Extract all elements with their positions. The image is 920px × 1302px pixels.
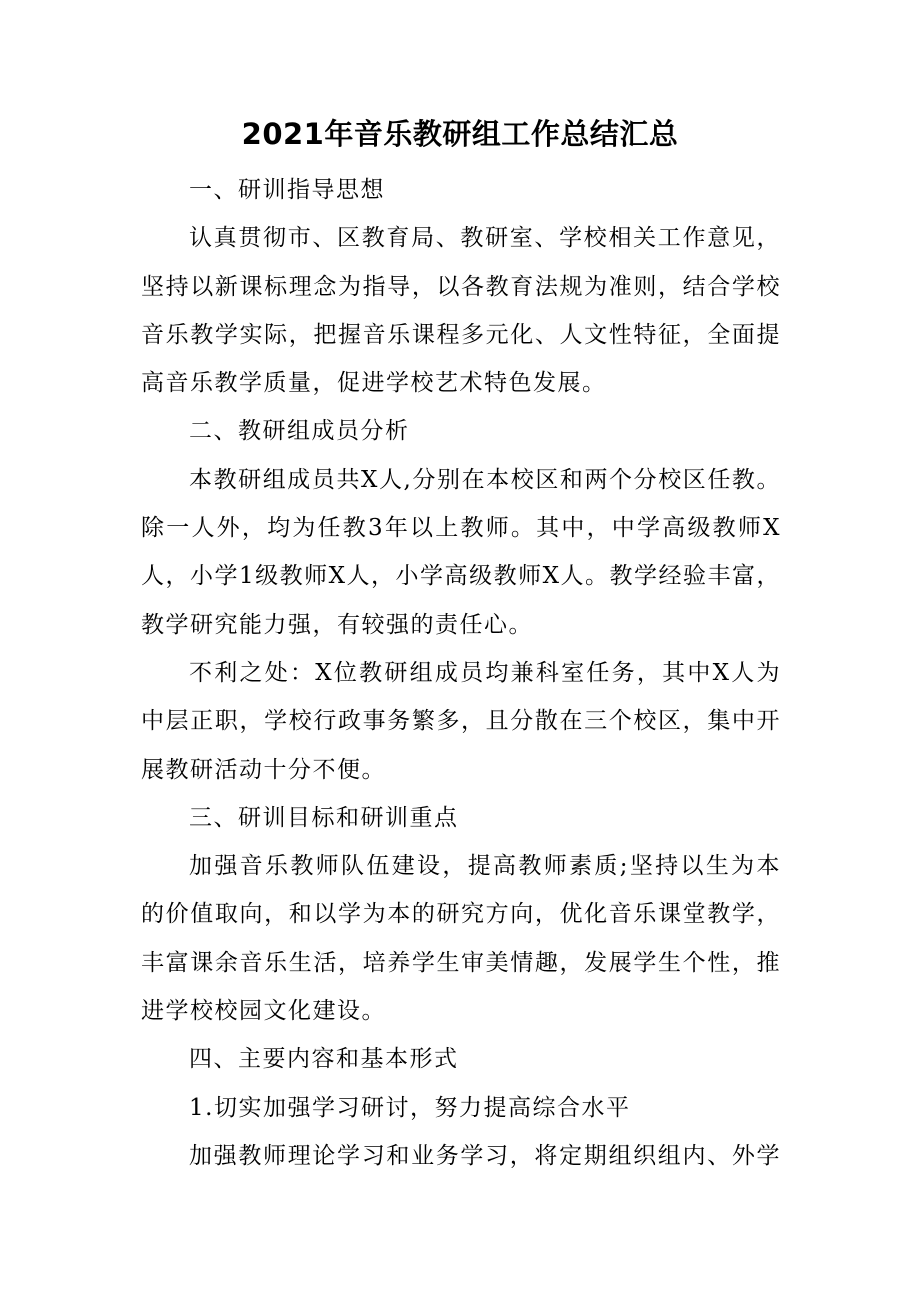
body-line: 高音乐教学质量，促进学校艺术特色发展。 [141,370,607,397]
body-line: 教学研究能力强，有较强的责任心。 [141,611,533,638]
document-body [141,166,781,1180]
body-line: 四、主要内容和基本形式 [189,1046,459,1073]
body-line: 除一人外，均为任教3年以上教师。其中，中学高级教师X [141,515,781,542]
body-line: 一、研训指导思想 [189,177,385,203]
body-line: 加强音乐教师队伍建设，提高教师素质;坚持以生为本 [189,853,781,880]
document-title: 2021年音乐教研组工作总结汇总 [241,117,679,151]
body-line: 人，小学1级教师X人，小学高级教师X人。教学经验丰富， [141,563,781,590]
body-line: 二、教研组成员分析 [189,418,410,445]
body-line: 音乐教学实际，把握音乐课程多元化、人文性特征，全面提 [141,321,781,348]
body-line: 1.切实加强学习研讨，努力提高综合水平 [189,1094,631,1121]
body-line: 认真贯彻市、区教育局、教研室、学校相关工作意见， [189,225,781,252]
body-line: 加强教师理论学习和业务学习，将定期组织组内、外学 [189,1142,781,1169]
body-line: 中层正职，学校行政事务繁多，且分散在三个校区，集中开 [141,708,781,735]
body-line: 不利之处：X位教研组成员均兼科室任务，其中X人为 [189,659,781,686]
body-line: 展教研活动十分不便。 [141,756,386,783]
body-line: 坚持以新课标理念为指导，以各教育法规为准则，结合学校 [141,273,781,300]
body-line: 的价值取向，和以学为本的研究方向，优化音乐课堂教学， [141,901,781,928]
body-line: 本教研组成员共X人,分别在本校区和两个分校区任教。 [189,466,781,493]
body-line: 丰富课余音乐生活，培养学生审美情趣，发展学生个性，推 [141,949,781,976]
body-line: 进学校校园文化建设。 [141,998,386,1025]
body-line: 三、研训目标和研训重点 [189,804,459,831]
